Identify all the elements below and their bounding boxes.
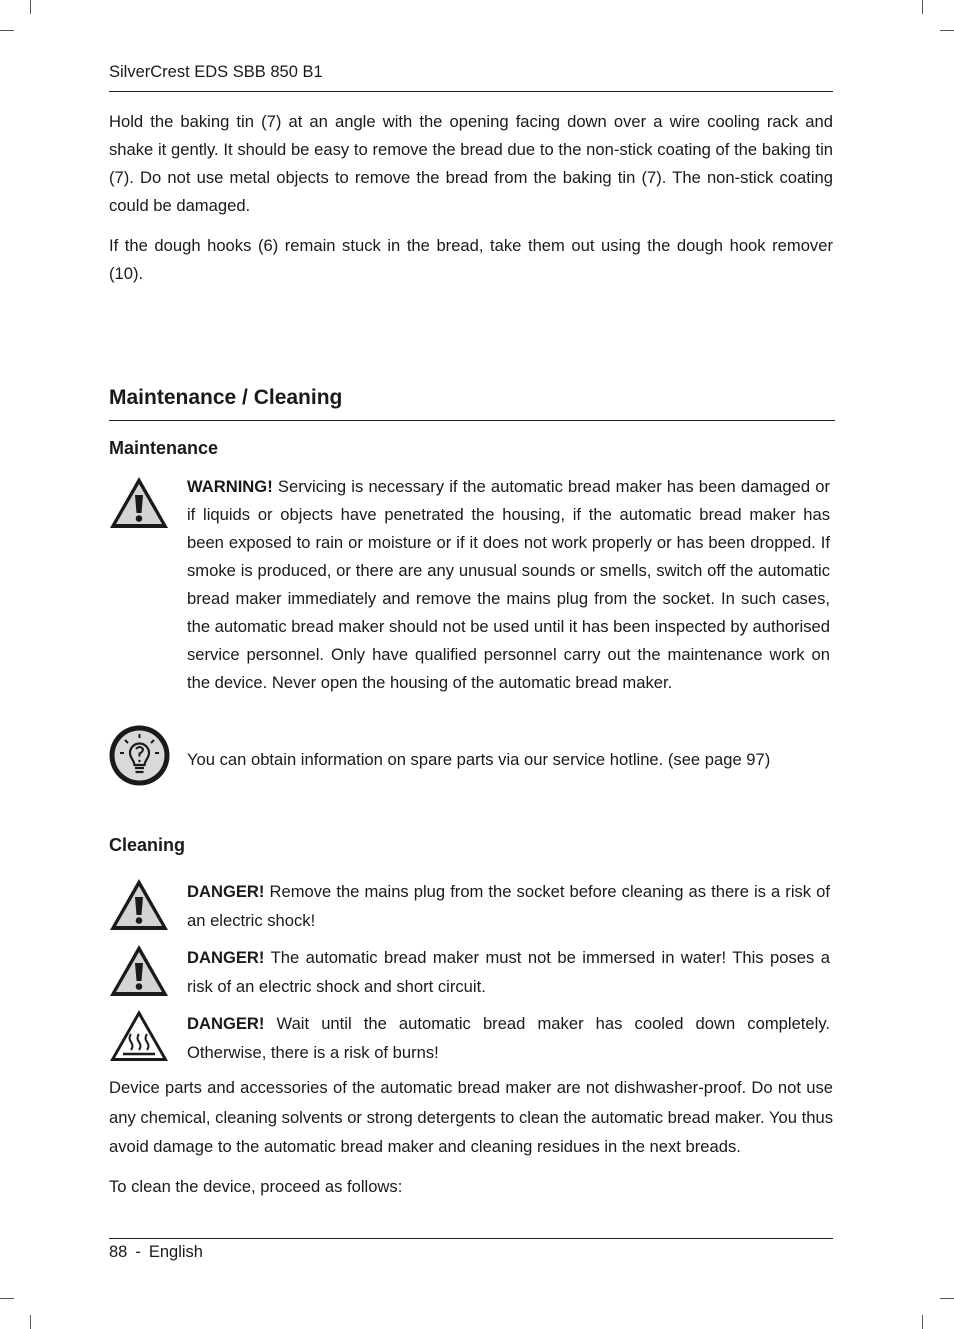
crop-mark xyxy=(922,0,923,14)
danger-label: DANGER! xyxy=(187,882,265,901)
danger-text: Wait until the automatic bread maker has cooled down completely. Otherwise, there is a risk of burns! xyxy=(187,1014,830,1062)
warning-triangle-icon xyxy=(108,943,170,998)
running-header: SilverCrest EDS SBB 850 B1 xyxy=(109,63,323,81)
crop-mark xyxy=(940,30,954,31)
maintenance-heading: Maintenance xyxy=(109,438,219,458)
crop-mark xyxy=(922,1315,923,1329)
danger-notice-2 xyxy=(187,943,830,1001)
warning-text: Servicing is necessary if the automatic bread maker has been damaged or if liquids or objects have penetrated the housing, if the automatic bread maker has been exposed to rain or moisture or if it does not work properly or has been dropped. If smoke is produced, or there are any unusual sounds or smells, switch off the automatic bread maker immediately and remove the mains plug from the socket. In such cases, the automatic bread maker should not be used until it has been inspected by authorised service personnel. Only have qualified personnel carry out the maintenance work on the device. Never open the housing of the automatic bread maker. xyxy=(187,477,830,692)
danger-text: The automatic bread maker must not be immersed in water! This poses a risk of an electric shock and short circuit. xyxy=(187,948,830,996)
cleaning-paragraph-1: Device parts and accessories of the automatic bread maker are not dishwasher-proof. Do not use any chemical, cleaning solvents or strong detergents to clean the automatic bread maker. You thus avoid damage to the automatic bread maker and cleaning residues in the next breads. xyxy=(109,1078,833,1156)
section-title: Maintenance / Cleaning xyxy=(109,386,343,409)
intro-paragraph-1: Hold the baking tin (7) at an angle with the opening facing down over a wire cooling rack and shake it gently. It should be easy to remove the bread due to the non-stick coating of the baking tin (7). Do not use metal objects to remove the bread from the baking tin (7). The non-stick coating could be damaged. xyxy=(109,112,833,215)
footer-rule xyxy=(109,1238,833,1239)
crop-mark xyxy=(30,0,31,14)
danger-notice-1 xyxy=(187,877,830,935)
spare-parts-tip: You can obtain information on spare parts via our service hotline. (see page 97) xyxy=(187,750,771,769)
crop-mark xyxy=(0,1298,14,1299)
warning-triangle-icon xyxy=(108,877,170,932)
section-rule xyxy=(109,420,835,421)
crop-mark xyxy=(940,1298,954,1299)
hot-surface-icon xyxy=(108,1008,170,1063)
danger-notice-3 xyxy=(187,1009,830,1067)
danger-label: DANGER! xyxy=(187,948,265,967)
crop-mark xyxy=(0,30,14,31)
footer-language: English xyxy=(148,1243,203,1261)
warning-label: WARNING! xyxy=(187,477,273,496)
cleaning-paragraph-2: To clean the device, proceed as follows: xyxy=(109,1177,403,1196)
page-number: 88 xyxy=(109,1243,128,1261)
cleaning-heading: Cleaning xyxy=(109,835,186,855)
intro-paragraph-2: If the dough hooks (6) remain stuck in the bread, take them out using the dough hook remover (10). xyxy=(109,236,833,283)
footer-separator: - xyxy=(135,1243,141,1261)
maintenance-warning xyxy=(187,473,830,697)
page-footer xyxy=(109,1243,203,1262)
danger-text: Remove the mains plug from the socket before cleaning as there is a risk of an electric shock! xyxy=(187,882,830,930)
lightbulb-tip-icon xyxy=(108,724,171,787)
crop-mark xyxy=(30,1315,31,1329)
header-rule xyxy=(109,91,833,92)
warning-triangle-icon xyxy=(108,475,170,530)
danger-label: DANGER! xyxy=(187,1014,265,1033)
